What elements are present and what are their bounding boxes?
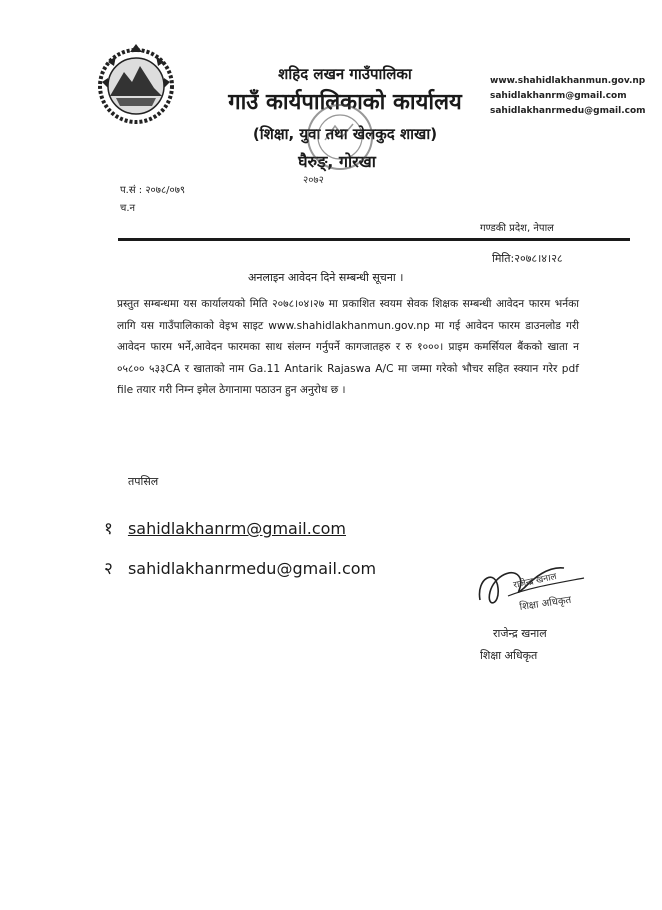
office-address: घैरुङ्, गोरखा [298, 152, 376, 171]
email-item-1 [104, 516, 346, 539]
email-item-number: २ [104, 559, 113, 579]
office-seal-icon [305, 102, 375, 172]
section-name: (शिक्षा, युवा तथा खेलकुद शाखा) [252, 125, 438, 143]
contact-email-2: sahidlakhanrmedu@gmail.com [490, 106, 646, 116]
signature-stamp-title: शिक्षा अधिकृत [518, 594, 573, 613]
signer-name: राजेन्द्र खनाल [493, 627, 547, 640]
header-divider [118, 238, 630, 241]
email-item-number: १ [104, 519, 113, 539]
dispatch-number: च.न [120, 203, 136, 214]
email-item-value: sahidlakhanrm@gmail.com [127, 519, 346, 538]
details-label: तपसिल [128, 475, 159, 488]
signer-title: शिक्षा अधिकृत [480, 649, 538, 662]
signature-stamp-name: राजेन्द्र खनाल [512, 572, 558, 591]
email-item-2 [104, 556, 376, 579]
municipality-name: शहिद लखन गाउँपालिका [278, 65, 412, 83]
reference-block [120, 182, 185, 218]
letter-date: मिति:२०७८।४।२८ [492, 252, 563, 265]
signature-with-stamp-icon [468, 548, 588, 616]
contact-website: www.shahidlakhanmun.gov.np [490, 76, 646, 86]
email-item-value: sahidlakhanrmedu@gmail.com [127, 559, 377, 578]
nepal-emblem-icon [94, 42, 178, 126]
letter-subject: अनलाइन आवेदन दिने सम्बन्धी सूचना । [248, 271, 404, 284]
letter-number: प.सं : २०७८/०७९ [120, 185, 186, 196]
office-name: गाउँ कार्यपालिकाको कार्यालय [228, 90, 462, 115]
province-label: गण्डकी प्रदेश, नेपाल [480, 223, 554, 234]
contact-email-1: sahidlakhanrm@gmail.com [490, 91, 627, 101]
seal-year: २०७२ [303, 175, 324, 186]
contact-block [490, 74, 646, 119]
letter-body: प्रस्तुत सम्बन्धमा यस कार्यालयको मिति २०७८।०४।२७ मा प्रकाशित स्वयम सेवक शिक्षक सम्बन्धी आवेदन फारम भर्नका लागि यस गाउँपालिकाको वेइभ साइट www.shahidlakhanmun.gov.np मा गई आवेदन फारम डाउनलोड गरी आवेदन फारम भर्ने,आवेदन फारमका साथ संलग्न गर्नुपर्ने कागजातहरु र रु १०००। प्राइम कमर्सियल बैंकको खाता न ०५८०० ५३३CA र खाताको नाम Ga.11 Antarik Rajaswa A/C मा जम्मा गरेको भौचर सहित स्क्यान गरेर pdf file तयार गरी निम्न इमेल ठेगानामा पठाउन हुन अनुरोध छ । [117, 298, 579, 396]
